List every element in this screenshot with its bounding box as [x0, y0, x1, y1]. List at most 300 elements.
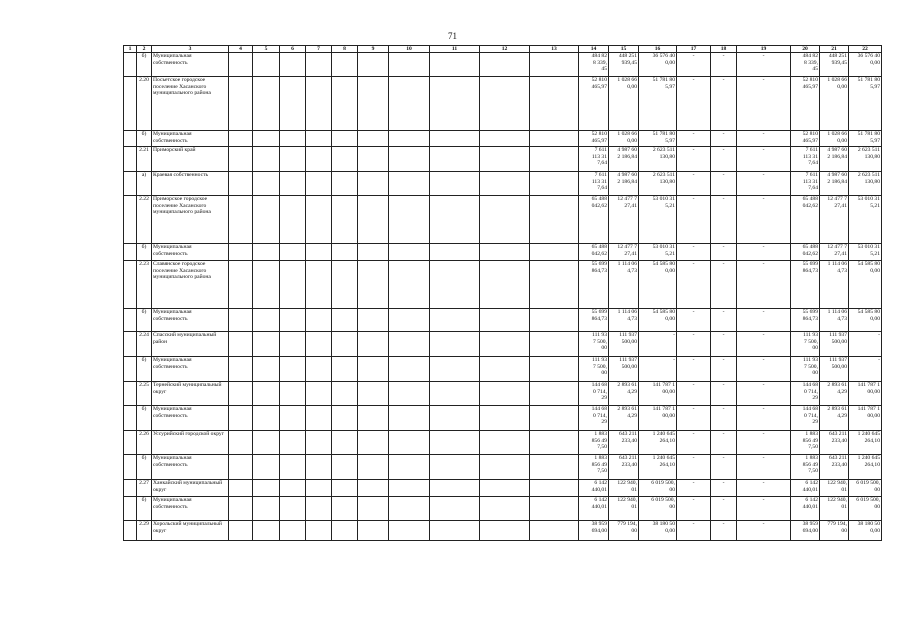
- cell-c14: 38 959 694,00: [579, 521, 609, 541]
- cell-c20: 144 68 0 714, 29: [791, 406, 820, 431]
- cell-col-8: [332, 147, 358, 172]
- cell-c19: -: [737, 406, 791, 431]
- cell-c19: -: [737, 382, 791, 406]
- cell-col-9: [358, 77, 389, 131]
- cell-col-5: [253, 406, 280, 431]
- cell-col-7: [306, 131, 332, 147]
- cell-col-9: [358, 382, 389, 406]
- column-header: 18: [711, 46, 737, 53]
- cell-c20: 1 883 856 49 7,50: [791, 455, 820, 480]
- cell-col-4: [229, 261, 253, 309]
- cell-c17: -: [677, 480, 711, 497]
- cell-col-7: [306, 455, 332, 480]
- cell-col-1: [124, 244, 137, 261]
- cell-c20: 52 810 465,97: [791, 131, 820, 147]
- cell-c21: 1 114 06 4,73: [820, 309, 849, 332]
- cell-c18: -: [711, 480, 737, 497]
- row-name: Посьетское городское поселение Хасанского муниципального района: [152, 77, 229, 131]
- cell-col-13: [530, 406, 579, 431]
- column-header: 11: [430, 46, 480, 53]
- cell-c17: -: [677, 309, 711, 332]
- cell-col-9: [358, 244, 389, 261]
- column-header: 9: [358, 46, 389, 53]
- cell-col-8: [332, 497, 358, 521]
- row-code: б): [137, 309, 152, 332]
- cell-c14: 484 82 8 339, 45: [579, 53, 609, 77]
- column-header: 16: [639, 46, 677, 53]
- cell-col-13: [530, 480, 579, 497]
- cell-c14: 52 810 465,97: [579, 77, 609, 131]
- row-code: б): [137, 357, 152, 382]
- cell-col-5: [253, 172, 280, 196]
- cell-c17: -: [677, 332, 711, 357]
- cell-c22: 36 576 40 0,00: [849, 53, 882, 77]
- cell-col-5: [253, 147, 280, 172]
- cell-c20: 111 93 7 500, 00: [791, 357, 820, 382]
- cell-col-4: [229, 147, 253, 172]
- cell-c18: -: [711, 332, 737, 357]
- cell-col-7: [306, 382, 332, 406]
- cell-col-8: [332, 455, 358, 480]
- cell-col-13: [530, 382, 579, 406]
- cell-col-4: [229, 196, 253, 244]
- cell-col-1: [124, 261, 137, 309]
- cell-col-1: [124, 382, 137, 406]
- cell-col-7: [306, 244, 332, 261]
- row-name: Спасский муниципальный район: [152, 332, 229, 357]
- cell-col-8: [332, 382, 358, 406]
- cell-c22: 141 787 1 00,00: [849, 382, 882, 406]
- cell-col-1: [124, 480, 137, 497]
- column-header: 17: [677, 46, 711, 53]
- cell-c17: -: [677, 497, 711, 521]
- column-header: 19: [737, 46, 791, 53]
- cell-col-5: [253, 357, 280, 382]
- cell-c18: -: [711, 455, 737, 480]
- cell-c16: 2 623 511 130,80: [639, 147, 677, 172]
- cell-c19: -: [737, 53, 791, 77]
- row-name: Приморское городское поселение Хасанского муниципального района: [152, 196, 229, 244]
- row-code: 2.29: [137, 521, 152, 541]
- column-header: 12: [480, 46, 530, 53]
- cell-col-1: [124, 53, 137, 77]
- cell-c18: -: [711, 196, 737, 244]
- cell-col-11: [430, 196, 480, 244]
- cell-c21: 1 028 66 0,00: [820, 77, 849, 131]
- cell-c19: -: [737, 497, 791, 521]
- cell-col-1: [124, 431, 137, 455]
- row-code: 2.26: [137, 431, 152, 455]
- cell-col-11: [430, 431, 480, 455]
- cell-col-13: [530, 357, 579, 382]
- cell-col-13: [530, 53, 579, 77]
- cell-col-9: [358, 406, 389, 431]
- cell-c14: 144 68 0 714, 29: [579, 382, 609, 406]
- cell-col-13: [530, 147, 579, 172]
- row-code: 2.21: [137, 147, 152, 172]
- cell-c17: -: [677, 406, 711, 431]
- cell-col-9: [358, 261, 389, 309]
- table-row: [124, 332, 882, 357]
- header-row: [124, 46, 882, 53]
- cell-col-13: [530, 172, 579, 196]
- cell-c20: 65 488 042,62: [791, 244, 820, 261]
- cell-c18: -: [711, 131, 737, 147]
- column-header: 6: [280, 46, 306, 53]
- cell-c17: -: [677, 172, 711, 196]
- cell-c16: 51 781 80 5,97: [639, 77, 677, 131]
- cell-col-6: [280, 309, 306, 332]
- cell-col-11: [430, 172, 480, 196]
- cell-c17: -: [677, 382, 711, 406]
- cell-col-7: [306, 332, 332, 357]
- cell-col-6: [280, 172, 306, 196]
- cell-col-12: [480, 455, 530, 480]
- cell-col-6: [280, 77, 306, 131]
- cell-col-5: [253, 455, 280, 480]
- cell-c21: 448 251 939,45: [820, 53, 849, 77]
- cell-c22: 38 180 50 0,00: [849, 521, 882, 541]
- cell-c19: -: [737, 332, 791, 357]
- cell-col-7: [306, 261, 332, 309]
- cell-c18: -: [711, 147, 737, 172]
- cell-c14: 52 810 465,97: [579, 131, 609, 147]
- column-header: 22: [849, 46, 882, 53]
- cell-c18: -: [711, 521, 737, 541]
- cell-col-11: [430, 77, 480, 131]
- cell-col-9: [358, 521, 389, 541]
- cell-col-7: [306, 196, 332, 244]
- cell-c22: 54 585 80 0,00: [849, 309, 882, 332]
- cell-col-1: [124, 357, 137, 382]
- cell-c16: 53 010 31 5,21: [639, 244, 677, 261]
- row-name: Тернейский муниципальный округ: [152, 382, 229, 406]
- row-name: Краевая собственность: [152, 172, 229, 196]
- table-row: [124, 480, 882, 497]
- table-row: [124, 521, 882, 541]
- cell-col-13: [530, 309, 579, 332]
- cell-c15: 1 028 66 0,00: [609, 77, 639, 131]
- cell-c19: -: [737, 455, 791, 480]
- cell-c20: 144 68 0 714, 29: [791, 382, 820, 406]
- cell-c22: -: [849, 357, 882, 382]
- cell-c21: 111 937 500,00: [820, 357, 849, 382]
- cell-col-12: [480, 332, 530, 357]
- cell-c19: -: [737, 172, 791, 196]
- cell-c16: 141 787 1 00,00: [639, 406, 677, 431]
- cell-c21: 111 937 500,00: [820, 332, 849, 357]
- row-code: б): [137, 244, 152, 261]
- table-row: [124, 53, 882, 77]
- cell-c22: 54 585 80 0,00: [849, 261, 882, 309]
- cell-col-5: [253, 131, 280, 147]
- cell-col-5: [253, 261, 280, 309]
- cell-col-5: [253, 196, 280, 244]
- cell-c14: 144 68 0 714, 29: [579, 406, 609, 431]
- cell-col-11: [430, 480, 480, 497]
- cell-c20: 7 611 113 31 7,64: [791, 147, 820, 172]
- cell-c15: 12 477 7 27,41: [609, 196, 639, 244]
- cell-c20: 111 93 7 500, 00: [791, 332, 820, 357]
- cell-col-8: [332, 431, 358, 455]
- cell-c16: 54 585 80 0,00: [639, 261, 677, 309]
- table-row: [124, 172, 882, 196]
- cell-col-13: [530, 244, 579, 261]
- cell-col-8: [332, 261, 358, 309]
- row-code: 2.27: [137, 480, 152, 497]
- cell-col-6: [280, 53, 306, 77]
- cell-col-10: [389, 357, 430, 382]
- cell-c15: 643 211 233,40: [609, 431, 639, 455]
- cell-col-12: [480, 131, 530, 147]
- cell-c14: 1 883 856 49 7,50: [579, 455, 609, 480]
- cell-c15: 1 114 06 4,73: [609, 309, 639, 332]
- cell-c18: -: [711, 357, 737, 382]
- cell-col-6: [280, 332, 306, 357]
- cell-c22: 2 623 511 130,80: [849, 147, 882, 172]
- page-number: 71: [448, 31, 457, 41]
- row-code: 2.20: [137, 77, 152, 131]
- cell-c15: 122 940, 01: [609, 480, 639, 497]
- cell-col-10: [389, 244, 430, 261]
- cell-col-9: [358, 357, 389, 382]
- cell-c19: -: [737, 244, 791, 261]
- cell-col-4: [229, 480, 253, 497]
- cell-c19: -: [737, 261, 791, 309]
- cell-c15: 1 028 66 0,00: [609, 131, 639, 147]
- cell-c20: 6 142 440,01: [791, 480, 820, 497]
- row-code: б): [137, 406, 152, 431]
- row-code: а): [137, 172, 152, 196]
- cell-col-6: [280, 382, 306, 406]
- cell-c19: -: [737, 77, 791, 131]
- column-header: 7: [306, 46, 332, 53]
- cell-c14: 55 699 864,73: [579, 261, 609, 309]
- table-row: [124, 497, 882, 521]
- cell-col-10: [389, 455, 430, 480]
- cell-col-7: [306, 431, 332, 455]
- cell-col-12: [480, 77, 530, 131]
- cell-c17: -: [677, 196, 711, 244]
- cell-col-1: [124, 521, 137, 541]
- cell-col-7: [306, 480, 332, 497]
- cell-col-6: [280, 357, 306, 382]
- cell-c17: -: [677, 131, 711, 147]
- cell-c19: -: [737, 480, 791, 497]
- column-header: 14: [579, 46, 609, 53]
- cell-col-8: [332, 309, 358, 332]
- cell-c16: -: [639, 357, 677, 382]
- cell-col-11: [430, 244, 480, 261]
- cell-c17: -: [677, 431, 711, 455]
- data-table: [123, 45, 882, 541]
- table-row: [124, 455, 882, 480]
- cell-c21: 122 940, 01: [820, 480, 849, 497]
- table-row: [124, 406, 882, 431]
- cell-col-10: [389, 196, 430, 244]
- cell-c15: 2 893 61 4,29: [609, 382, 639, 406]
- cell-c22: 1 240 645 264,10: [849, 455, 882, 480]
- cell-col-6: [280, 196, 306, 244]
- cell-col-4: [229, 244, 253, 261]
- cell-col-9: [358, 480, 389, 497]
- cell-c16: 36 576 40 0,00: [639, 53, 677, 77]
- cell-col-4: [229, 521, 253, 541]
- cell-c15: 1 114 06 4,73: [609, 261, 639, 309]
- cell-col-8: [332, 406, 358, 431]
- cell-c15: 4 987 60 2 186,84: [609, 147, 639, 172]
- cell-c19: -: [737, 357, 791, 382]
- row-code: б): [137, 455, 152, 480]
- cell-c15: 643 211 233,40: [609, 455, 639, 480]
- cell-col-8: [332, 332, 358, 357]
- cell-col-10: [389, 77, 430, 131]
- cell-col-6: [280, 244, 306, 261]
- cell-col-10: [389, 309, 430, 332]
- cell-col-10: [389, 261, 430, 309]
- row-name: Муниципальная собственность: [152, 357, 229, 382]
- cell-c21: 1 114 06 4,73: [820, 261, 849, 309]
- cell-col-6: [280, 521, 306, 541]
- cell-col-4: [229, 357, 253, 382]
- cell-col-1: [124, 77, 137, 131]
- table-row: [124, 309, 882, 332]
- table-row: [124, 382, 882, 406]
- row-name: Ханкайский муниципальный округ: [152, 480, 229, 497]
- cell-col-7: [306, 147, 332, 172]
- row-name: Уссурийский городской округ: [152, 431, 229, 455]
- cell-col-1: [124, 172, 137, 196]
- cell-c16: 6 019 500, 00: [639, 480, 677, 497]
- cell-col-12: [480, 261, 530, 309]
- cell-col-4: [229, 382, 253, 406]
- column-header: 15: [609, 46, 639, 53]
- cell-col-4: [229, 455, 253, 480]
- cell-col-10: [389, 172, 430, 196]
- cell-c22: 53 010 31 5,21: [849, 196, 882, 244]
- row-code: 2.24: [137, 332, 152, 357]
- cell-c14: 111 93 7 500, 00: [579, 357, 609, 382]
- cell-col-5: [253, 53, 280, 77]
- cell-c22: 53 010 31 5,21: [849, 244, 882, 261]
- cell-col-13: [530, 431, 579, 455]
- cell-c17: -: [677, 521, 711, 541]
- cell-c20: 6 142 440,01: [791, 497, 820, 521]
- cell-col-12: [480, 521, 530, 541]
- cell-col-11: [430, 521, 480, 541]
- cell-c22: 141 787 1 00,00: [849, 406, 882, 431]
- row-code: б): [137, 131, 152, 147]
- cell-c20: 1 883 856 49 7,50: [791, 431, 820, 455]
- column-header: 3: [152, 46, 229, 53]
- cell-c20: 65 488 042,62: [791, 196, 820, 244]
- cell-col-12: [480, 357, 530, 382]
- cell-c21: 4 987 60 2 186,84: [820, 147, 849, 172]
- cell-col-9: [358, 455, 389, 480]
- cell-col-11: [430, 309, 480, 332]
- cell-col-12: [480, 382, 530, 406]
- cell-c17: -: [677, 244, 711, 261]
- row-name: Муниципальная собственность: [152, 53, 229, 77]
- cell-c16: 54 585 80 0,00: [639, 309, 677, 332]
- cell-c18: -: [711, 261, 737, 309]
- row-code: б): [137, 53, 152, 77]
- cell-col-10: [389, 406, 430, 431]
- cell-col-7: [306, 77, 332, 131]
- cell-col-6: [280, 497, 306, 521]
- cell-c16: -: [639, 332, 677, 357]
- cell-col-12: [480, 406, 530, 431]
- cell-col-7: [306, 521, 332, 541]
- cell-col-6: [280, 131, 306, 147]
- cell-c22: 1 240 645 264,10: [849, 431, 882, 455]
- cell-col-9: [358, 53, 389, 77]
- column-header: 10: [389, 46, 430, 53]
- column-header: 5: [253, 46, 280, 53]
- cell-col-7: [306, 406, 332, 431]
- cell-col-10: [389, 53, 430, 77]
- cell-c17: -: [677, 53, 711, 77]
- cell-col-1: [124, 332, 137, 357]
- cell-c19: -: [737, 431, 791, 455]
- cell-col-11: [430, 147, 480, 172]
- cell-c21: 2 893 61 4,29: [820, 406, 849, 431]
- cell-col-6: [280, 480, 306, 497]
- cell-c18: -: [711, 497, 737, 521]
- cell-col-8: [332, 131, 358, 147]
- cell-c20: 52 810 465,97: [791, 77, 820, 131]
- cell-col-10: [389, 382, 430, 406]
- cell-c14: 1 883 856 49 7,50: [579, 431, 609, 455]
- cell-c21: 643 211 233,40: [820, 431, 849, 455]
- cell-col-9: [358, 309, 389, 332]
- cell-col-8: [332, 53, 358, 77]
- cell-c22: 2 623 511 130,80: [849, 172, 882, 196]
- cell-c16: 1 240 645 264,10: [639, 431, 677, 455]
- cell-col-11: [430, 332, 480, 357]
- cell-col-4: [229, 77, 253, 131]
- cell-c19: -: [737, 131, 791, 147]
- cell-col-9: [358, 172, 389, 196]
- cell-col-1: [124, 455, 137, 480]
- cell-col-10: [389, 521, 430, 541]
- cell-c21: 2 893 61 4,29: [820, 382, 849, 406]
- cell-col-12: [480, 172, 530, 196]
- cell-col-12: [480, 196, 530, 244]
- cell-col-1: [124, 147, 137, 172]
- table-row: [124, 357, 882, 382]
- cell-c18: -: [711, 244, 737, 261]
- cell-col-5: [253, 77, 280, 131]
- cell-col-4: [229, 53, 253, 77]
- cell-c20: 484 82 8 339, 45: [791, 53, 820, 77]
- column-header: 4: [229, 46, 253, 53]
- table-row: [124, 147, 882, 172]
- cell-col-7: [306, 357, 332, 382]
- cell-c22: -: [849, 332, 882, 357]
- cell-col-11: [430, 497, 480, 521]
- cell-col-13: [530, 77, 579, 131]
- cell-col-9: [358, 332, 389, 357]
- table-row: [124, 261, 882, 309]
- cell-col-13: [530, 196, 579, 244]
- cell-col-10: [389, 147, 430, 172]
- column-header: 20: [791, 46, 820, 53]
- cell-c15: 111 937 500,00: [609, 332, 639, 357]
- cell-col-5: [253, 521, 280, 541]
- cell-c16: 53 010 31 5,21: [639, 196, 677, 244]
- table-row: [124, 244, 882, 261]
